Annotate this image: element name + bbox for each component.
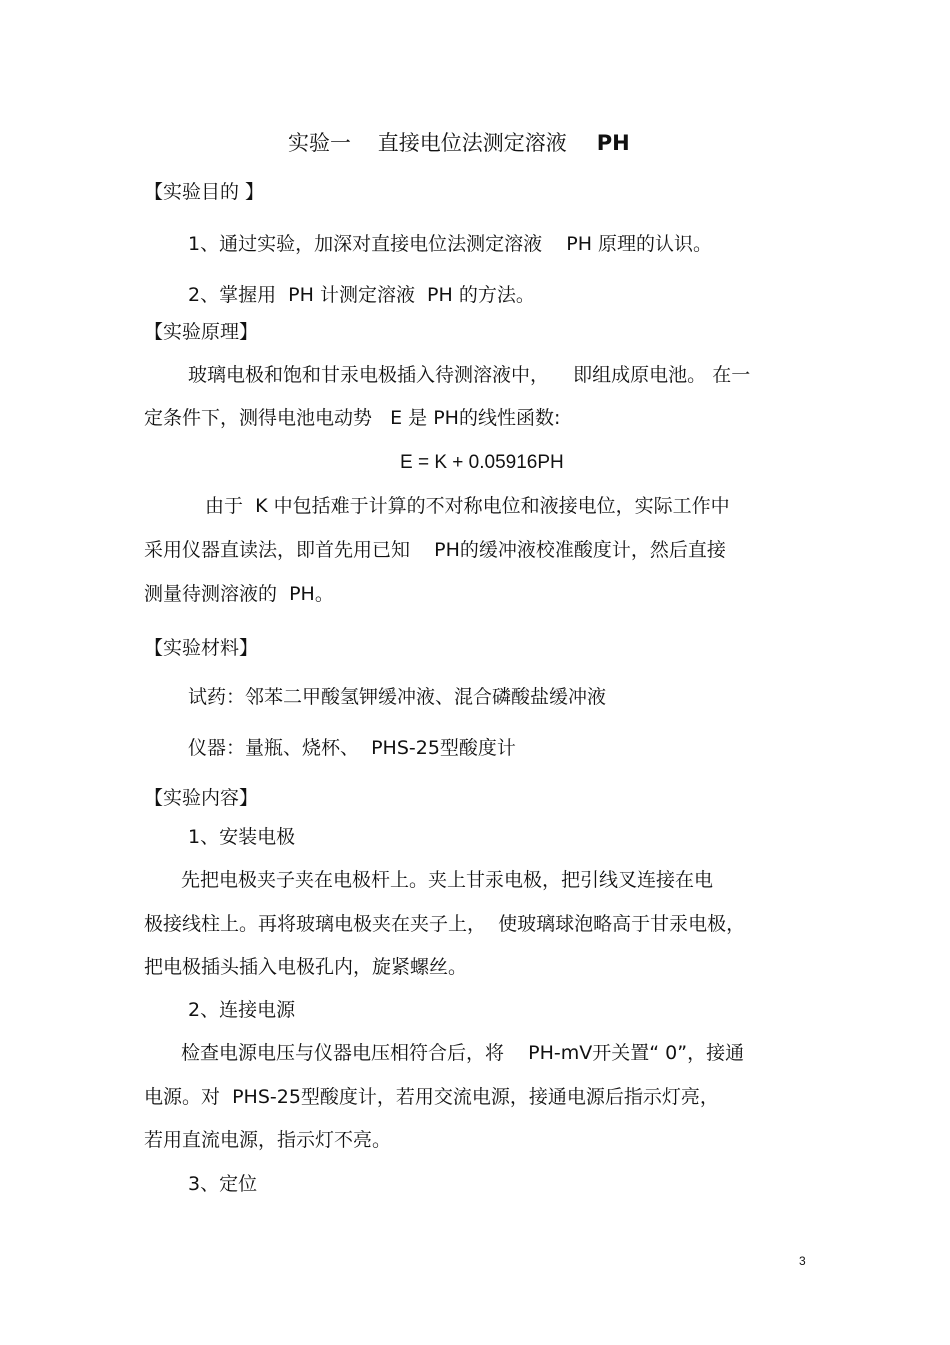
step1-title: 1、安装电极: [188, 826, 296, 848]
heading-materials: 【实验材料】: [144, 637, 259, 659]
formula: E = K + 0.05916PH: [400, 452, 564, 473]
step1-line-1: 先把电极夹子夹在电极杆上。夹上甘汞电极，把引线叉连接在电: [181, 869, 714, 891]
principle-line-5: 测量待测溶液的 PH。: [144, 583, 334, 605]
step2-title: 2、连接电源: [188, 999, 296, 1021]
page-title: [288, 130, 630, 156]
heading-principle: 【实验原理】: [144, 321, 259, 343]
principle-line-4: 采用仪器直读法，即首先用已知 PH的缓冲液校准酸度计，然后直接: [144, 539, 726, 561]
principle-line-3: 由于 K 中包括难于计算的不对称电位和液接电位，实际工作中: [205, 495, 730, 517]
step2-line-2: 电源。对 PHS-25型酸度计，若用交流电源，接通电源后指示灯亮，: [144, 1086, 719, 1108]
principle-line-2: 定条件下，测得电池电动势 E 是 PH的线性函数:: [144, 407, 561, 429]
heading-content: 【实验内容】: [144, 787, 259, 809]
step2-line-1: 检查电源电压与仪器电压相符合后，将 PH-mV开关置“ 0”，接通: [181, 1042, 745, 1064]
title-main: 实验一 直接电位法测定溶液: [288, 131, 567, 155]
heading-purpose: 【实验目的 】: [144, 181, 265, 203]
purpose-item-1: 1、通过实验，加深对直接电位法测定溶液 PH 原理的认识。: [188, 233, 713, 255]
page-number: 3: [799, 1254, 806, 1268]
step3-title: 3、定位: [188, 1173, 258, 1195]
purpose-item-2: 2、掌握用 PH 计测定溶液 PH 的方法。: [188, 284, 535, 306]
materials-reagents: 试药：邻苯二甲酸氢钾缓冲液、混合磷酸盐缓冲液: [188, 686, 607, 708]
step2-line-3: 若用直流电源，指示灯不亮。: [144, 1129, 392, 1151]
principle-line-1: 玻璃电极和饱和甘汞电极插入待测溶液中， 即组成原电池。 在一: [188, 364, 751, 386]
title-ph: PH: [596, 131, 630, 155]
materials-instruments: 仪器：量瓶、烧杯、 PHS-25型酸度计: [188, 737, 516, 759]
step1-line-3: 把电极插头插入电极孔内，旋紧螺丝。: [144, 956, 468, 978]
step1-line-2: 极接线柱上。再将玻璃电极夹在夹子上， 使玻璃球泡略高于甘汞电极，: [144, 913, 746, 935]
